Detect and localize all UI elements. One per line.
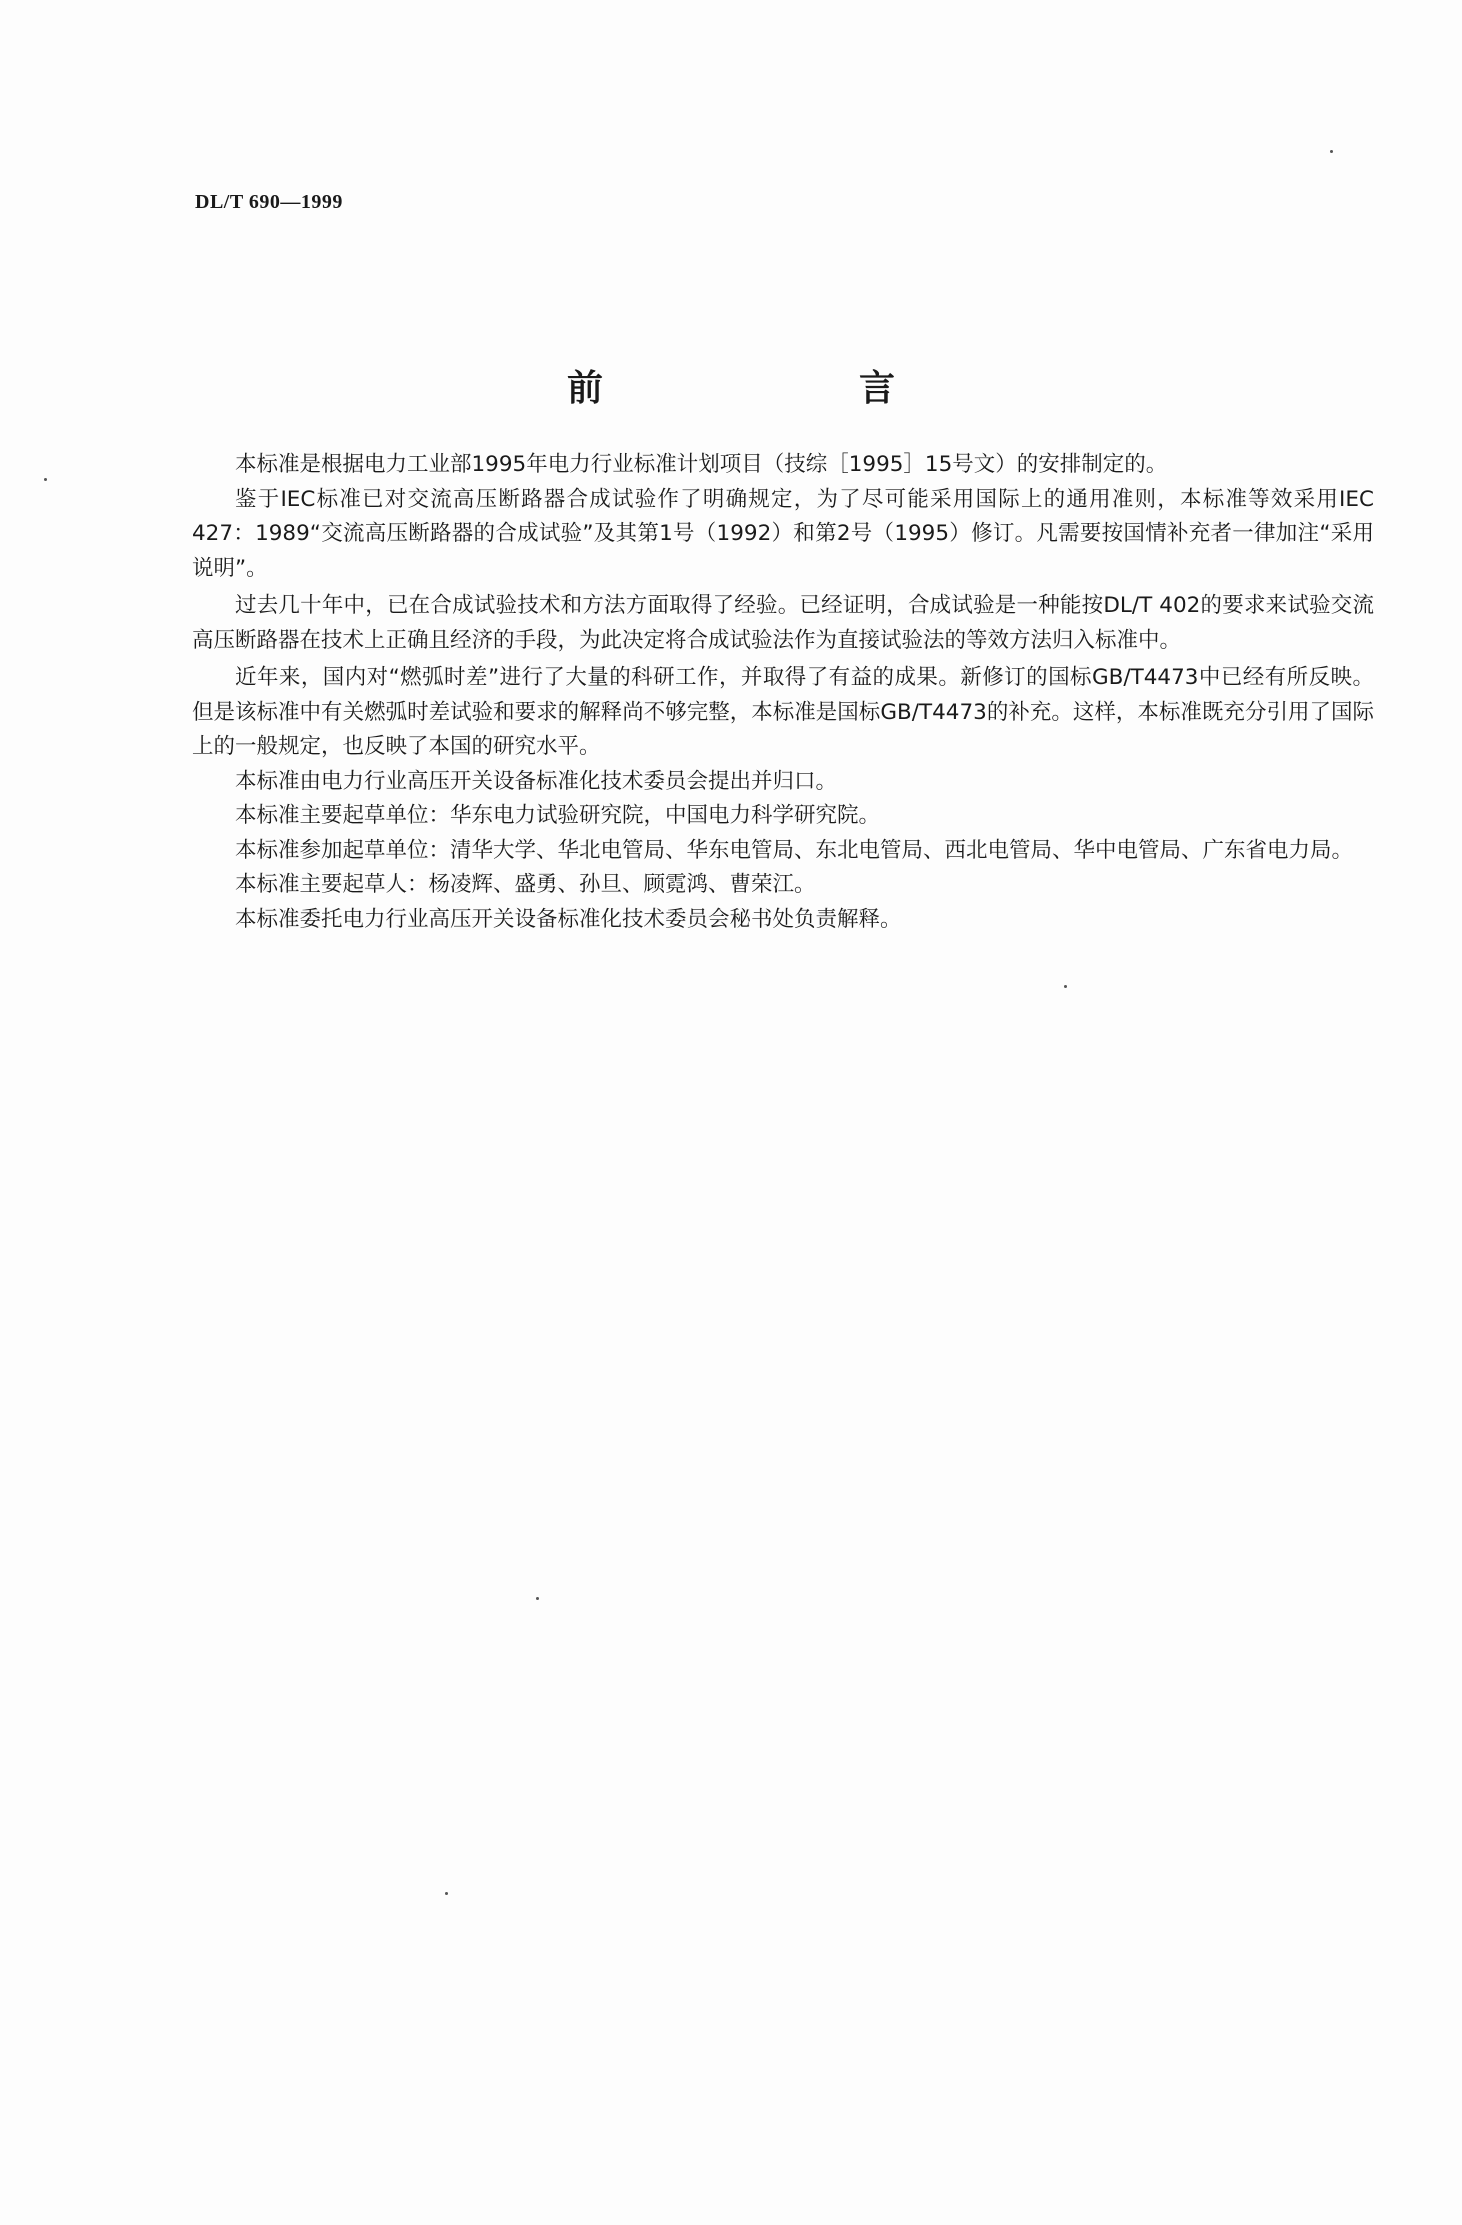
paragraph-arcing-time-difference: 近年来，国内对“燃弧时差”进行了大量的科研工作，并取得了有益的成果。新修订的国标GB/T4473中已经有所反映。但是该标准中有关燃弧时差试验和要求的解释尚不够完整，本标准是国标GB/T4473的补充。这样，本标准既充分引用了国际上的一般规定，也反映了本国的研究水平。	[192, 665, 1374, 759]
paragraph-main-drafters: 本标准主要起草人：杨凌辉、盛勇、孙旦、顾霓鸿、曹荣江。	[235, 872, 816, 897]
paragraph-plan-basis: 本标准是根据电力工业部1995年电力行业标准计划项目（技综［1995］15号文）的安排制定的。	[235, 452, 1168, 477]
scan-speck	[536, 1597, 539, 1600]
paragraph-iec-adoption: 鉴于IEC标准已对交流高压断路器合成试验作了明确规定，为了尽可能采用国际上的通用准则，本标准等效采用IEC 427：1989“交流高压断路器的合成试验”及其第1号（1992）和第2号（1995）修订。凡需要按国情补充者一律加注“采用说明”。	[192, 486, 1374, 581]
paragraph-main-drafting-units: 本标准主要起草单位：华东电力试验研究院，中国电力科学研究院。	[235, 803, 881, 828]
document-number: DL/T 690—1999	[195, 191, 343, 213]
paragraph-participating-units: 本标准参加起草单位：清华大学、华北电管局、华东电管局、东北电管局、西北电管局、华中电管局、广东省电力局。	[235, 837, 1354, 863]
scan-speck	[1064, 985, 1067, 988]
page-title: 前 言	[566, 368, 1005, 409]
paragraph-interpretation: 本标准委托电力行业高压开关设备标准化技术委员会秘书处负责解释。	[235, 906, 902, 932]
paragraph-synthetic-test-experience: 过去几十年中，已在合成试验技术和方法方面取得了经验。已经证明，合成试验是一种能按DL/T 402的要求来试验交流高压断路器在技术上正确且经济的手段，为此决定将合成试验法作为直接试验法的等效方法归入标准中。	[192, 593, 1374, 653]
scan-speck	[445, 1892, 448, 1895]
preface-body	[192, 448, 1374, 937]
scan-speck	[44, 478, 47, 481]
paragraph-proposer: 本标准由电力行业高压开关设备标准化技术委员会提出并归口。	[235, 768, 838, 794]
scan-speck	[1330, 150, 1333, 153]
